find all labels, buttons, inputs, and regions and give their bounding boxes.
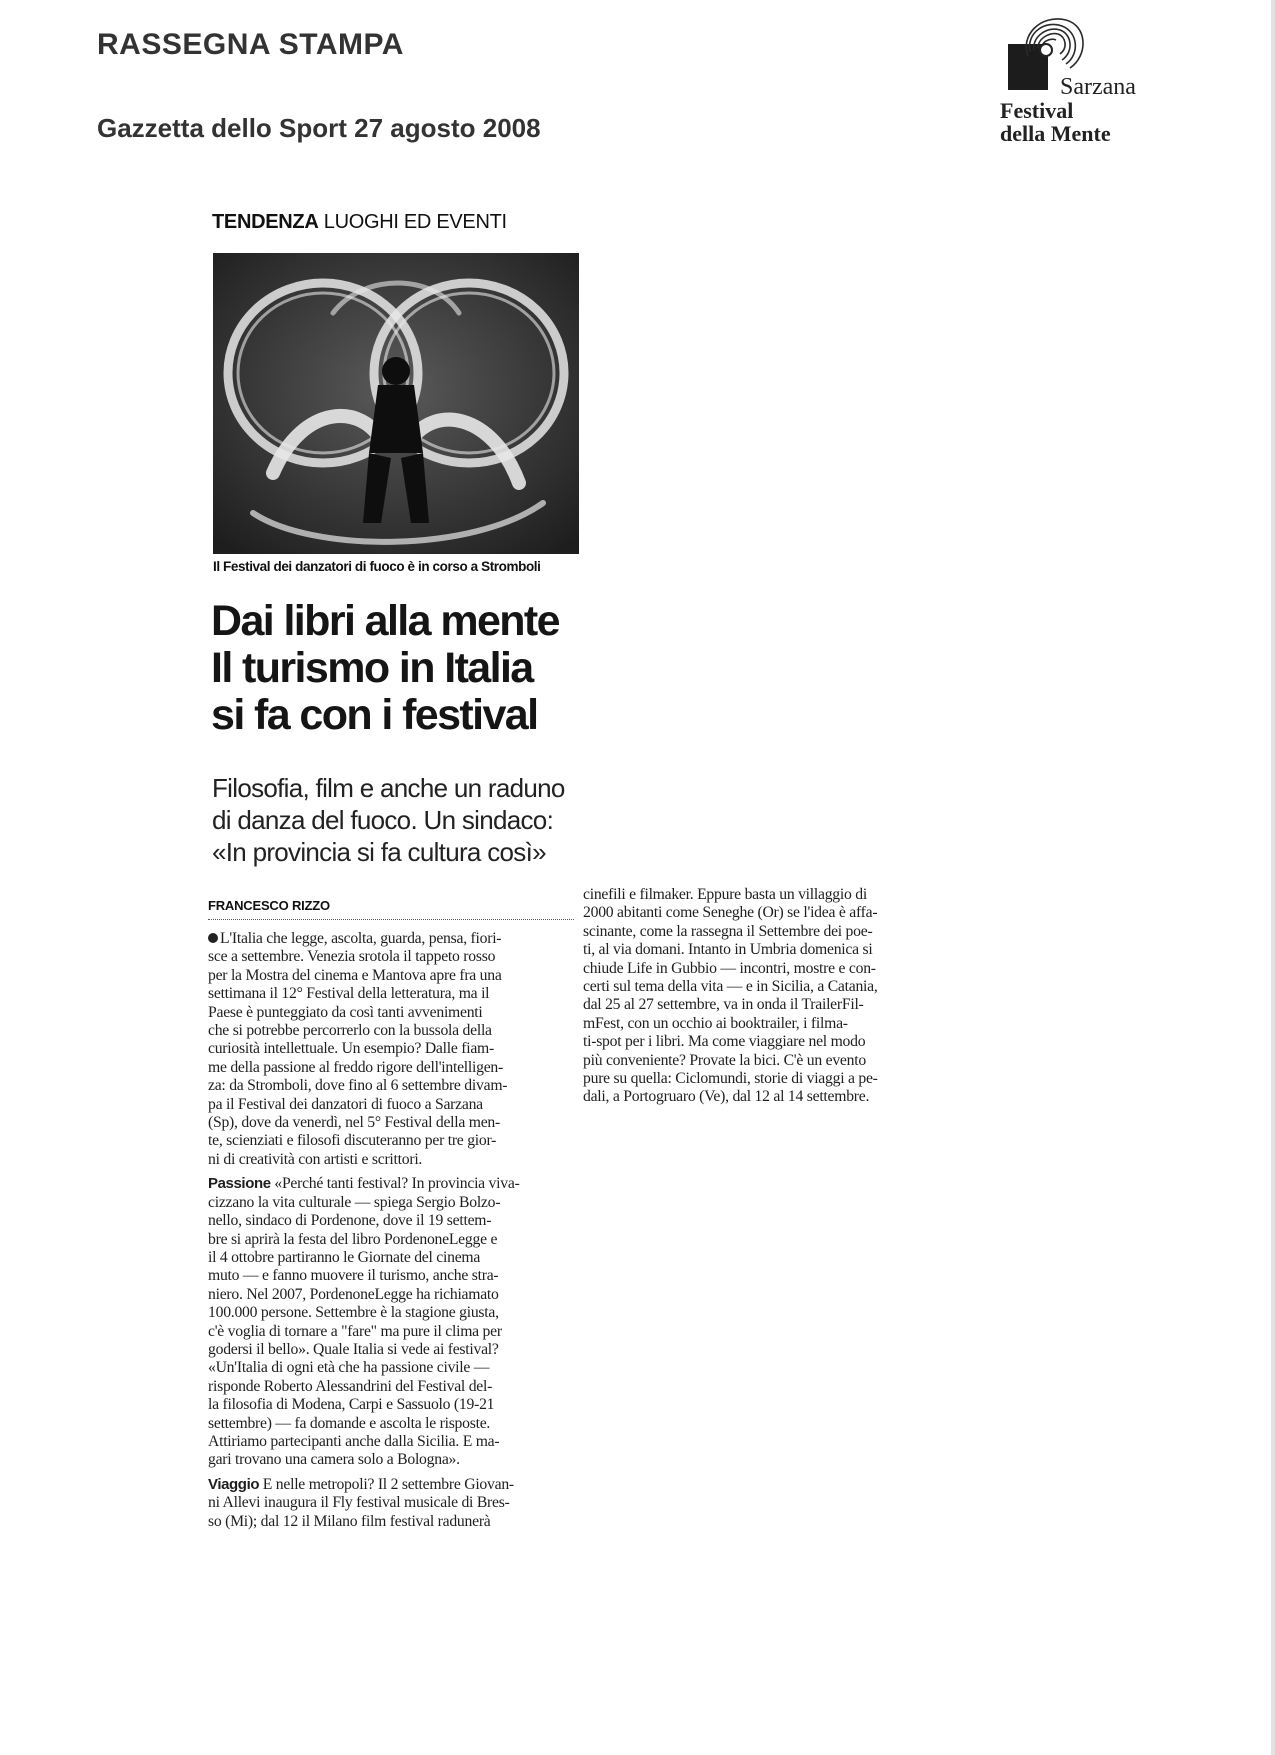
- text-line: gari trovano una camera solo a Bologna».: [208, 1451, 460, 1469]
- paragraph-continuation: [583, 886, 953, 1107]
- text-line: più conveniente? Provate la bici. C'è un evento: [583, 1051, 866, 1069]
- paragraph-intro: [208, 930, 578, 1169]
- text-line: niero. Nel 2007, PordenoneLegge ha richiamato: [208, 1285, 499, 1303]
- text-line: za: da Stromboli, dove fino al 6 settembre divam-: [208, 1077, 508, 1095]
- text-line: c'è voglia di tornare a "fare" ma pure il clima per: [208, 1322, 502, 1340]
- text-line: settembre) — fa domande e ascolta le risposte.: [208, 1414, 491, 1432]
- text-line: ni di creatività con artisti e scrittori.: [208, 1150, 423, 1168]
- text-line: che si potrebbe percorrerlo con la bussola della: [208, 1022, 492, 1040]
- article-subheadline: [212, 772, 612, 868]
- headline-line: si fa con i festival: [211, 691, 538, 739]
- text-line: curiosità intellettuale. Un esempio? Dalle fiam-: [208, 1040, 494, 1058]
- text-line: scinante, come la rassegna il Settembre dei poe-: [583, 922, 873, 940]
- text-line: pa il Festival dei danzatori di fuoco a Sarzana: [208, 1095, 483, 1113]
- text-line: (Sp), dove da venerdì, nel 5° Festival della men-: [208, 1114, 501, 1132]
- text-line: nello, sindaco di Pordenone, dove il 19 settem-: [208, 1212, 492, 1230]
- text-line: sce a settembre. Venezia srotola il tappeto rosso: [208, 948, 496, 966]
- text-line: dali, a Portogruaro (Ve), dal 12 al 14 settembre.: [583, 1088, 870, 1106]
- text-line: L'Italia che legge, ascolta, guarda, pensa, fiori-: [220, 930, 502, 947]
- text-line: me della passione al freddo rigore dell'intelligen-: [208, 1058, 504, 1076]
- text-line: cinefili e filmaker. Eppure basta un villaggio di: [583, 886, 867, 903]
- text-line: te, scienziati e filosofi discuteranno per tre gior-: [208, 1132, 497, 1150]
- logo-line-festival: Festival: [1000, 98, 1074, 123]
- text-line: la filosofia di Modena, Carpi e Sassuolo (19-21: [208, 1396, 495, 1414]
- text-line: cizzano la vita culturale — spiega Sergio Bolzo-: [208, 1193, 501, 1211]
- text-line: Paese è punteggiato da così tanti avvenimenti: [208, 1003, 483, 1021]
- text-line: pure su quella: Ciclomundi, storie di viaggi a pe-: [583, 1070, 878, 1088]
- text-line: 100.000 persone. Settembre è la stagione giusta,: [208, 1304, 499, 1322]
- text-line: Attiriamo partecipanti anche dalla Sicilia. E ma-: [208, 1432, 500, 1450]
- text-line: godersi il bello». Quale Italia si vede ai festival?: [208, 1340, 499, 1358]
- section-label-rest: LUOGHI ED EVENTI: [318, 211, 507, 233]
- text-line: ni Allevi inaugura il Fly festival musicale di Bres-: [208, 1494, 510, 1512]
- festival-logo: [1000, 12, 1170, 152]
- text-line: 2000 abitanti come Seneghe (Or) se l'idea è affa-: [583, 904, 878, 922]
- text-line: risponde Roberto Alessandrini del Festival del-: [208, 1377, 493, 1395]
- text-line: E nelle metropoli? Il 2 settembre Giovan-: [262, 1475, 514, 1493]
- section-heading-passione: Passione: [208, 1175, 271, 1193]
- article-headline: [211, 598, 611, 739]
- subheadline-line: di danza del fuoco. Un sindaco:: [212, 805, 554, 835]
- subheadline-line: «In provincia si fa cultura così»: [212, 837, 546, 867]
- text-line: il 4 ottobre partiranno le Giornate del cinema: [208, 1248, 481, 1266]
- section-label: [212, 211, 507, 234]
- article-column-2: [583, 886, 953, 1113]
- text-line: ti, al via domani. Intanto in Umbria domenica si: [583, 941, 873, 959]
- text-line: per la Mostra del cinema e Mantova apre fra una: [208, 966, 502, 984]
- subheadline-line: Filosofia, film e anche un raduno: [212, 773, 565, 803]
- text-line: bre si aprirà la festa del libro PordenoneLegge e: [208, 1230, 498, 1248]
- section-label-bold: TENDENZA: [212, 211, 319, 233]
- text-line: ti-spot per i libri. Ma come viaggiare nel modo: [583, 1033, 866, 1051]
- paragraph-passione: [208, 1175, 578, 1470]
- logo-line-della-mente: della Mente: [1000, 121, 1111, 146]
- fire-dancer-image: [213, 253, 579, 554]
- text-line: muto — e fanno muovere il turismo, anche stra-: [208, 1267, 499, 1285]
- text-line: certi sul tema della vita — e in Sicilia, a Catania,: [583, 978, 878, 996]
- scan-edge: [1271, 0, 1275, 1755]
- text-line: «Perché tanti festival? In provincia viva-: [274, 1175, 520, 1193]
- article-column-1: [208, 930, 578, 1537]
- text-line: «Un'Italia di ogni età che ha passione civile —: [208, 1359, 490, 1377]
- text-line: settimana il 12° Festival della letteratura, ma il: [208, 985, 490, 1003]
- text-line: mFest, con un occhio ai booktrailer, i filma-: [583, 1014, 848, 1032]
- text-line: chiude Life in Gubbio — incontri, mostre e con-: [583, 959, 876, 977]
- photo-caption: Il Festival dei danzatori di fuoco è in corso a Stromboli: [213, 559, 541, 574]
- author-byline: FRANCESCO RIZZO: [208, 898, 574, 920]
- article-photo: [213, 253, 579, 554]
- page-title: RASSEGNA STAMPA: [97, 28, 404, 61]
- section-heading-viaggio: Viaggio: [208, 1475, 260, 1493]
- logo-line-sarzana: Sarzana: [1060, 74, 1136, 100]
- headline-line: Il turismo in Italia: [211, 644, 533, 692]
- text-line: dal 25 al 27 settembre, va in onda il TrailerFil-: [583, 996, 864, 1014]
- paragraph-viaggio: [208, 1476, 578, 1531]
- text-line: so (Mi); dal 12 il Milano film festival radunerà: [208, 1512, 491, 1530]
- bullet-icon: [208, 933, 218, 943]
- headline-line: Dai libri alla mente: [211, 597, 559, 645]
- source-date: Gazzetta dello Sport 27 agosto 2008: [97, 113, 541, 143]
